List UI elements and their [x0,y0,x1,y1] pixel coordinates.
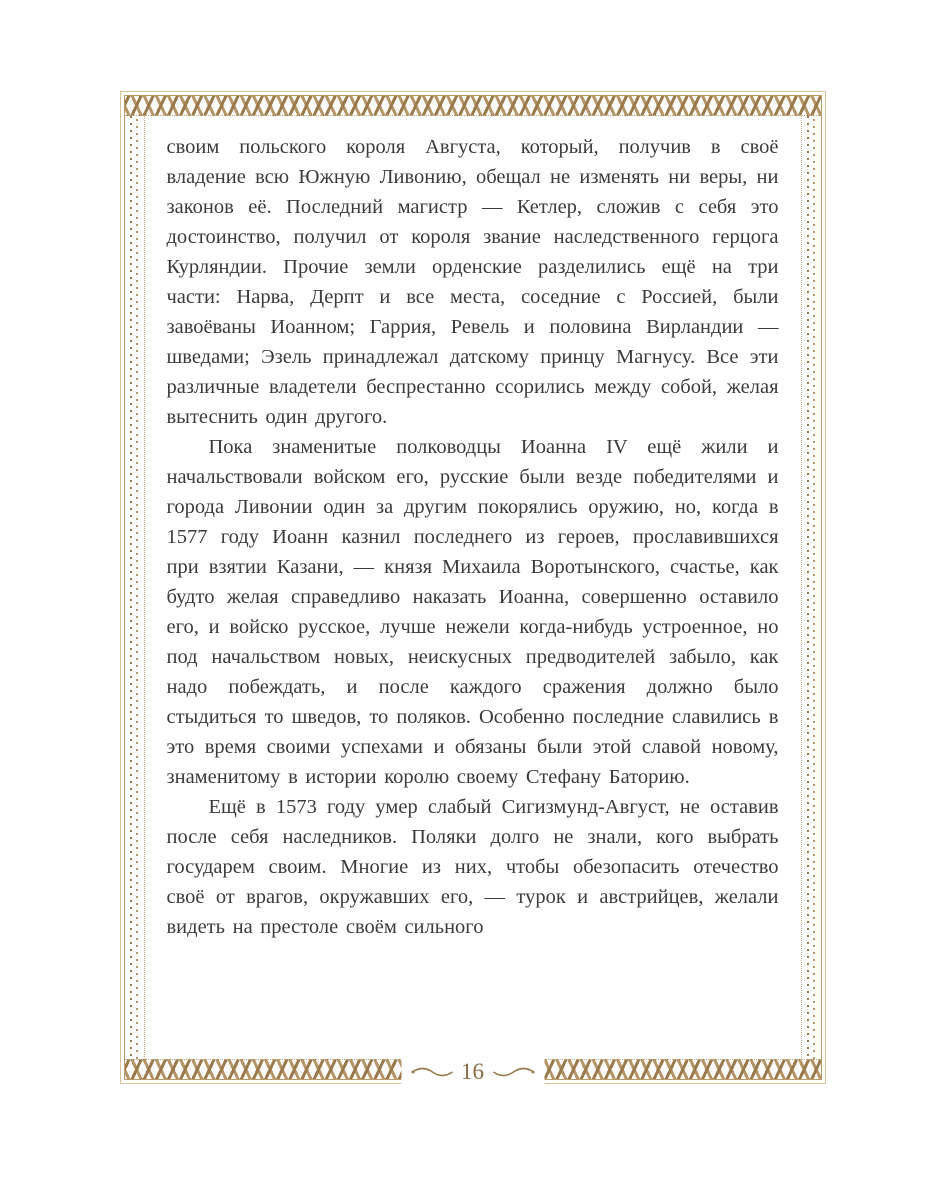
ornamental-border-top [125,96,821,116]
flourish-left-icon [411,1065,453,1079]
ornamental-border-left [125,116,145,1059]
ornamental-border-right [801,116,821,1059]
flourish-right-icon [492,1065,534,1079]
page-text-block [145,116,801,1059]
paragraph: Ещё в 1573 году умер слабый Сигизмунд-Август, не оставив после себя наследников. Поляки долго не знали, кого выбрать государем своим. Многие из них, чтобы обезопасить отечество своё от врагов, окружавших его, — турок и австрийцев, желали видеть на престоле своём сильного [166,796,779,938]
page-number-container [401,1057,544,1085]
paragraph: Пока знаменитые полководцы Иоанна IV ещё жили и начальствовали войском его, русские были везде победителями и города Ливонии один за другим покорялись оружию, но, когда в 1577 году Иоанн казнил последнего из героев, прославившихся при взятии Казани, — князя Михаила Воротынского, счастье, как будто желая справедливо наказать Иоанна, совершенно оставило его, и войско русское, лучше нежели когда-нибудь устроенное, но под начальством новых, неискусных предводителей забыло, как надо побеждать, и после каждого сражения должно было стыдиться то шведов, то поляков. Особенно последние славились в это время своими успехами и обязаны были этой славой новому, знаменитому в истории королю своему Стефану Баторию. [166,436,779,788]
paragraph: своим польского короля Августа, который, получив в своё владение всю Южную Ливонию, обещал не изменять ни веры, ни законов её. Последний магистр — Кетлер, сложив с себя это достоинство, получил от короля звание наследственного герцога Курляндии. Прочие земли орденские разделились ещё на три части: Нарва, Дерпт и все места, соседние с Россией, были завоёваны Иоанном; Гаррия, Ревель и половина Вирландии — шведами; Эзель принадлежал датскому принцу Магнусу. Все эти различные владетели беспрестанно ссорились между собой, желая вытеснить один другого. [166,136,779,428]
ornamental-frame [124,95,822,1084]
page-number: 16 [461,1059,484,1084]
